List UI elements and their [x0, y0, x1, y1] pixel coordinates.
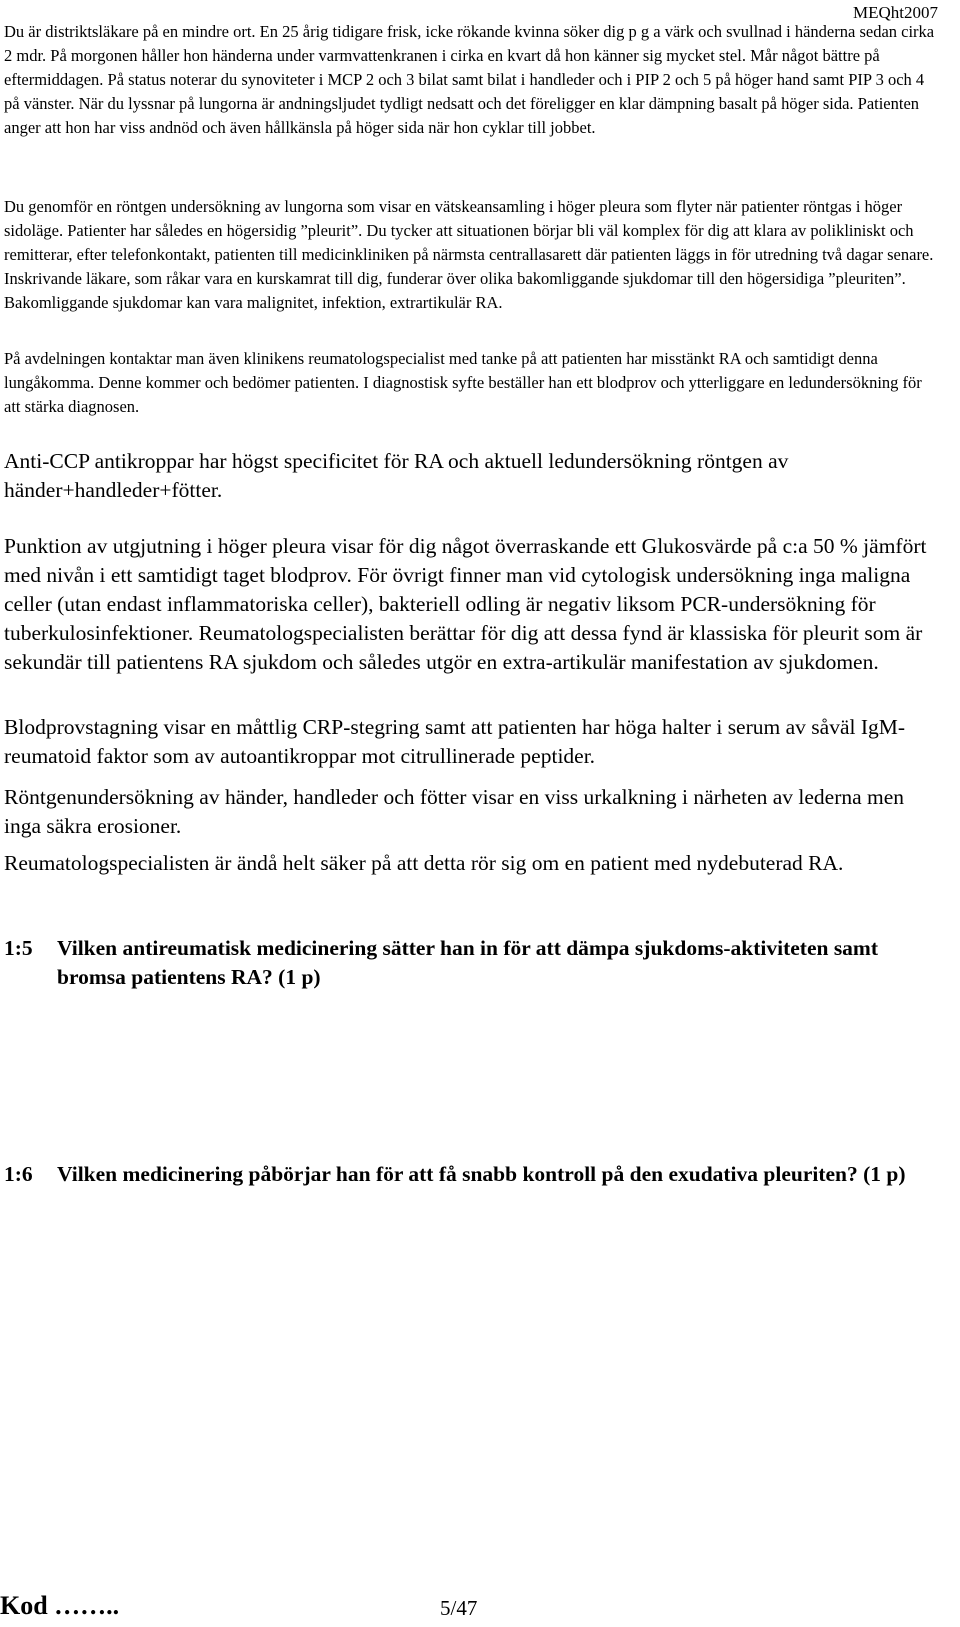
case-paragraph-2: Du genomför en röntgen undersökning av lungorna som visar en vätskeansamling i höger pleura som flyter när patienter röntgas i höger sidoläge. Patienter har således en högersidig ”pleurit”. Du tycker att situationen börjar bli väl komplex för dig att klara av polikliniskt och remitterar, efter telefonkontakt, patienten till medicinkliniken på närmsta centrallasarett där patienten läggs in för utredning två dagar senare. Inskrivande läkare, som råkar vara en kurskamrat till dig, funderar över olika bakomliggande sjukdomar till den högersidiga ”pleuriten”. Bakomliggande sjukdomar kan vara malignitet, infektion, extrartikulär RA.: [4, 197, 934, 312]
footer-code-label: Kod ……..: [0, 1591, 120, 1620]
answer-paragraph-4: Röntgenundersökning av händer, handleder och fötter visar en viss urkalkning i närheten av lederna men inga säkra erosioner.: [4, 785, 905, 838]
case-paragraph-3: På avdelningen kontaktar man även klinikens reumatologspecialist med tanke på att patienten har misstänkt RA och samtidigt denna lungåkomma. Denne kommer och bedömer patienten. I diagnostisk syfte beställer han ett blodprov och ytterliggare en ledundersökning för att stärka diagnosen.: [4, 349, 922, 416]
answer-paragraph-5: Reumatologspecialisten är ändå helt säker på att detta rör sig om en patient med nydebuterad RA.: [4, 851, 844, 875]
case-paragraph-1: Du är distriktsläkare på en mindre ort. En 25 årig tidigare frisk, icke rökande kvinna söker dig p g a värk och svullnad i händerna sedan cirka 2 mdr. På morgonen håller hon händerna under varmvattenkranen i cirka en kvart då hon känner sig mycket stel. Mår något bättre på eftermiddagen. På status noterar du synoviteter i MCP 2 och 3 bilat samt bilat i handleder och i PIP 2 och 5 på höger hand samt PIP 3 och 4 på vänster. När du lyssnar på lungorna är andningsljudet tydligt nedsatt och det föreligger en klar dämpning basalt på höger sida. Patienten anger att hon har viss andnöd och även hållkänsla på höger sida när hon cyklar till jobbet.: [4, 22, 935, 137]
question-number: 1:6: [4, 1162, 33, 1186]
question-text: Vilken medicinering påbörjar han för att få snabb kontroll på den exudativa pleuriten? (1 p): [57, 1162, 906, 1186]
question-1-6: [4, 1160, 938, 1189]
answer-paragraph-2: Punktion av utgjutning i höger pleura visar för dig något överraskande ett Glukosvärde på c:a 50 % jämfört med nivån i ett samtidigt taget blodprov. För övrigt finner man vid cytologisk undersökning inga maligna celler (utan endast inflammatoriska celler), bakteriell odling är negativ liksom PCR-undersökning för tuberkulosinfektioner. Reumatologspecialisten berättar för dig att dessa fynd är klassiska för pleurit som är sekundär till patientens RA sjukdom och således utgör en extra-artikulär manifestation av sjukdomen.: [4, 534, 927, 674]
answer-paragraph-3: Blodprovstagning visar en måttlig CRP-stegring samt att patienten har höga halter i serum av såväl IgM-reumatoid faktor som av autoantikroppar mot citrullinerade peptider.: [4, 715, 906, 768]
question-number: 1:5: [4, 936, 33, 960]
question-text: Vilken antireumatisk medicinering sätter han in för att dämpa sjukdoms-aktiviteten samt bromsa patientens RA? (1 p): [57, 936, 878, 989]
answer-paragraph-1: Anti-CCP antikroppar har högst specificitet för RA och aktuell ledundersökning röntgen av händer+handleder+fötter.: [4, 449, 789, 502]
document-id: MEQht2007: [853, 3, 938, 22]
page-number: 5/47: [440, 1596, 478, 1620]
question-1-5: [4, 934, 938, 992]
